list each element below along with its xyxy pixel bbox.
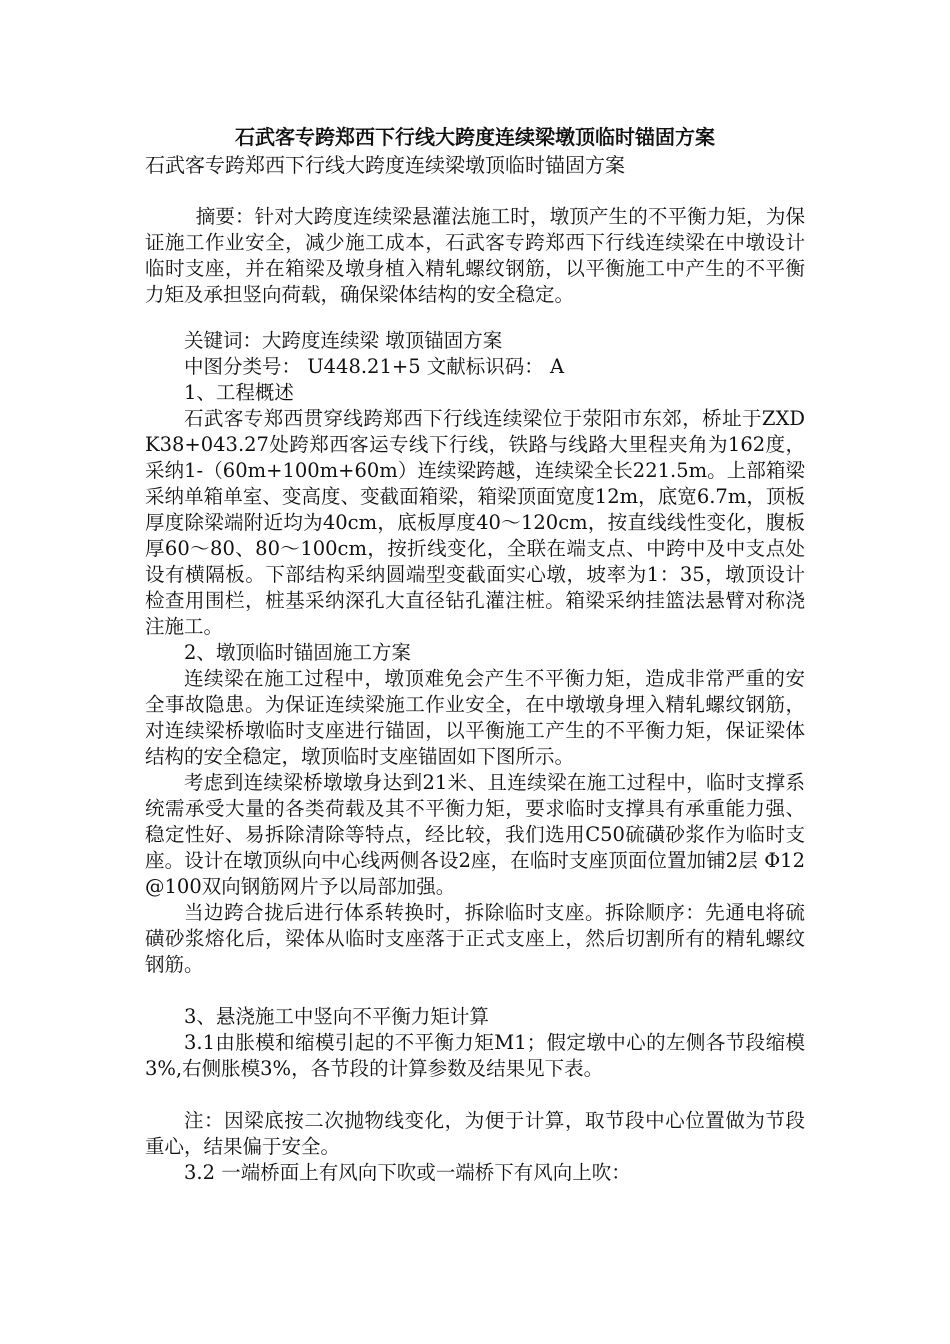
section2-heading: 2、墩顶临时锚固施工方案 <box>184 641 411 664</box>
document-title: 石武客专跨郑西下行线大跨度连续梁墩顶临时锚固方案 <box>235 125 715 149</box>
classification-line: 中图分类号： U448.21+5 文献标识码： A <box>184 355 565 378</box>
section3-1-paragraph: 3.1由胀模和缩模引起的不平衡力矩M1；假定墩中心的左侧各节段缩模3%,右侧胀模3%，各节段的计算参数及结果见下表。 <box>145 1031 805 1080</box>
document-page <box>145 122 805 1186</box>
document-subtitle: 石武客专跨郑西下行线大跨度连续梁墩顶临时锚固方案 <box>145 153 625 177</box>
spacer <box>145 1082 805 1108</box>
section1-heading: 1、工程概述 <box>184 381 294 404</box>
abstract-paragraph: 摘要：针对大跨度连续梁悬灌法施工时，墩顶产生的不平衡力矩，为保证施工作业安全，减少施工成本，石武客专跨郑西下行线连续梁在中墩设计临时支座，并在箱梁及墩身植入精轧螺纹钢筋，以平衡施工中产生的不平衡力矩及承担竖向荷载，确保梁体结构的安全稳定。 <box>145 205 805 306</box>
keywords-line: 关键词：大跨度连续梁 墩顶锚固方案 <box>184 329 503 352</box>
section3-heading: 3、悬浇施工中竖向不平衡力矩计算 <box>184 1005 489 1028</box>
spacer <box>145 978 805 1004</box>
note-paragraph: 注：因梁底按二次抛物线变化，为便于计算，取节段中心位置做为节段重心，结果偏于安全。 <box>145 1109 805 1158</box>
section2-paragraph-1: 连续梁在施工过程中，墩顶难免会产生不平衡力矩，造成非常严重的安全事故隐患。为保证连续梁施工作业安全，在中墩墩身埋入精轧螺纹钢筋，对连续梁桥墩临时支座进行锚固，以平衡施工产生的不平衡力矩，保证梁体结构的安全稳定，墩顶临时支座锚固如下图所示。 <box>145 667 805 768</box>
section3-2-paragraph: 3.2 一端桥面上有风向下吹或一端桥下有风向上吹： <box>184 1161 631 1184</box>
spacer <box>145 308 805 328</box>
section1-body: 石武客专郑西贯穿线跨郑西下行线连续梁位于荥阳市东郊，桥址于ZXDK38+043.27处跨郑西客运专线下行线，铁路与线路大里程夹角为162度，采纳1-（60m+100m+60m）连续梁跨越，连续梁全长221.5m。上部箱梁采纳单箱单室、变高度、变截面箱梁，箱梁顶面宽度12m，底宽6.7m，顶板厚度除梁端附近均为40cm，底板厚度40～120cm，按直线线性变化，腹板厚60～80、80～100cm，按折线变化，全联在端支点、中跨中及中支点处设有横隔板。下部结构采纳圆端型变截面实心墩，坡率为1：35，墩顶设计检查用围栏，桩基采纳深孔大直径钻孔灌注桩。箱梁采纳挂篮法悬臂对称浇注施工。 <box>145 407 805 638</box>
spacer <box>145 178 805 204</box>
section2-paragraph-2: 考虑到连续梁桥墩墩身达到21米、且连续梁在施工过程中，临时支撑系统需承受大量的各类荷载及其不平衡力矩，要求临时支撑具有承重能力强、稳定性好、易拆除清除等特点，经比较，我们选用C50硫磺砂浆作为临时支座。设计在墩顶纵向中心线两侧各设2座，在临时支座顶面位置加铺2层 Φ12@100双向钢筋网片予以局部加强。 <box>145 771 805 898</box>
section2-paragraph-3: 当边跨合拢后进行体系转换时，拆除临时支座。拆除顺序：先通电将硫磺砂浆熔化后，梁体从临时支座落于正式支座上，然后切割所有的精轧螺纹钢筋。 <box>145 901 805 976</box>
